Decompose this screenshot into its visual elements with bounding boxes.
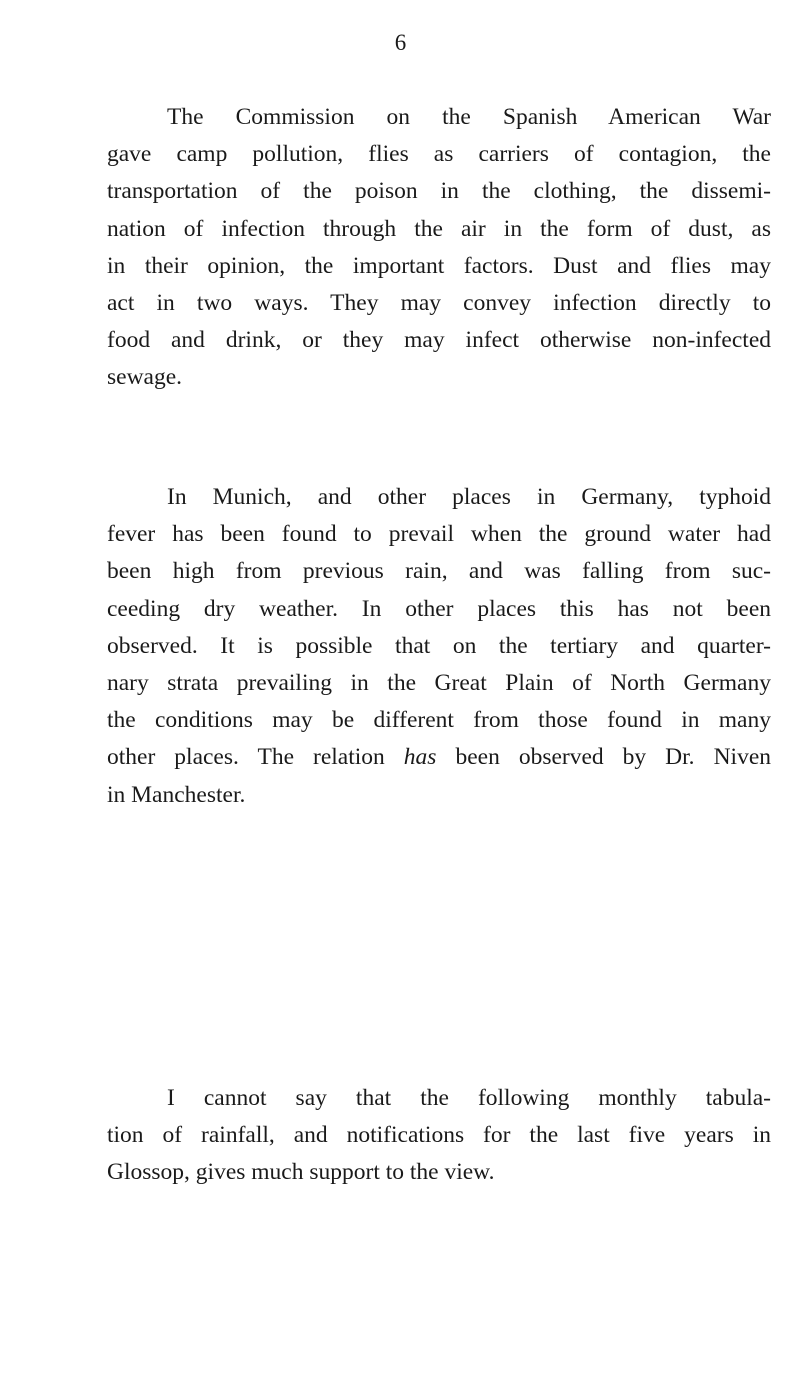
paragraph-munich — [107, 479, 771, 814]
italic-text: has — [403, 744, 437, 771]
text-line: been high from previous rain, and was falling from suc- — [107, 558, 771, 585]
text-line — [107, 739, 771, 776]
text-line: In Munich, and other places in Germany, typhoid — [167, 484, 771, 510]
text-line: act in two ways. They may convey infection directly to — [107, 290, 771, 317]
text-line: sewage. — [107, 364, 183, 391]
text-line: nary strata prevailing in the Great Plain of North Germany — [107, 670, 771, 697]
text-line: gave camp pollution, flies as carriers of contagion, the — [107, 141, 771, 168]
text-line: transportation of the poison in the clothing, the dissemi- — [107, 178, 771, 205]
page-number: 6 — [394, 30, 407, 55]
paragraph-glossop — [107, 1080, 771, 1192]
text-line: fever has been found to prevail when the ground water had — [107, 521, 771, 548]
text-line: in their opinion, the important factors. Dust and flies may — [107, 252, 771, 279]
text-line: Glossop, gives much support to the view. — [107, 1159, 495, 1186]
text-line: the conditions may be different from those found in many — [107, 707, 771, 734]
text-line: in Manchester. — [107, 781, 246, 808]
text-segment: other places. The relation — [107, 744, 404, 771]
paragraph-commission — [107, 99, 771, 397]
text-line: food and drink, or they may infect otherwise non-infected — [107, 327, 771, 354]
text-line: observed. It is possible that on the tertiary and quarter- — [107, 632, 771, 659]
text-line: I cannot say that the following monthly tabula- — [167, 1085, 771, 1111]
text-line: tion of rainfall, and notifications for the last five years in — [107, 1122, 771, 1149]
text-segment: been observed by Dr. Niven — [436, 744, 771, 771]
text-line: nation of infection through the air in the form of dust, as — [107, 215, 771, 242]
text-line: The Commission on the Spanish American War — [167, 104, 771, 130]
text-line: ceeding dry weather. In other places this has not been — [107, 595, 771, 622]
